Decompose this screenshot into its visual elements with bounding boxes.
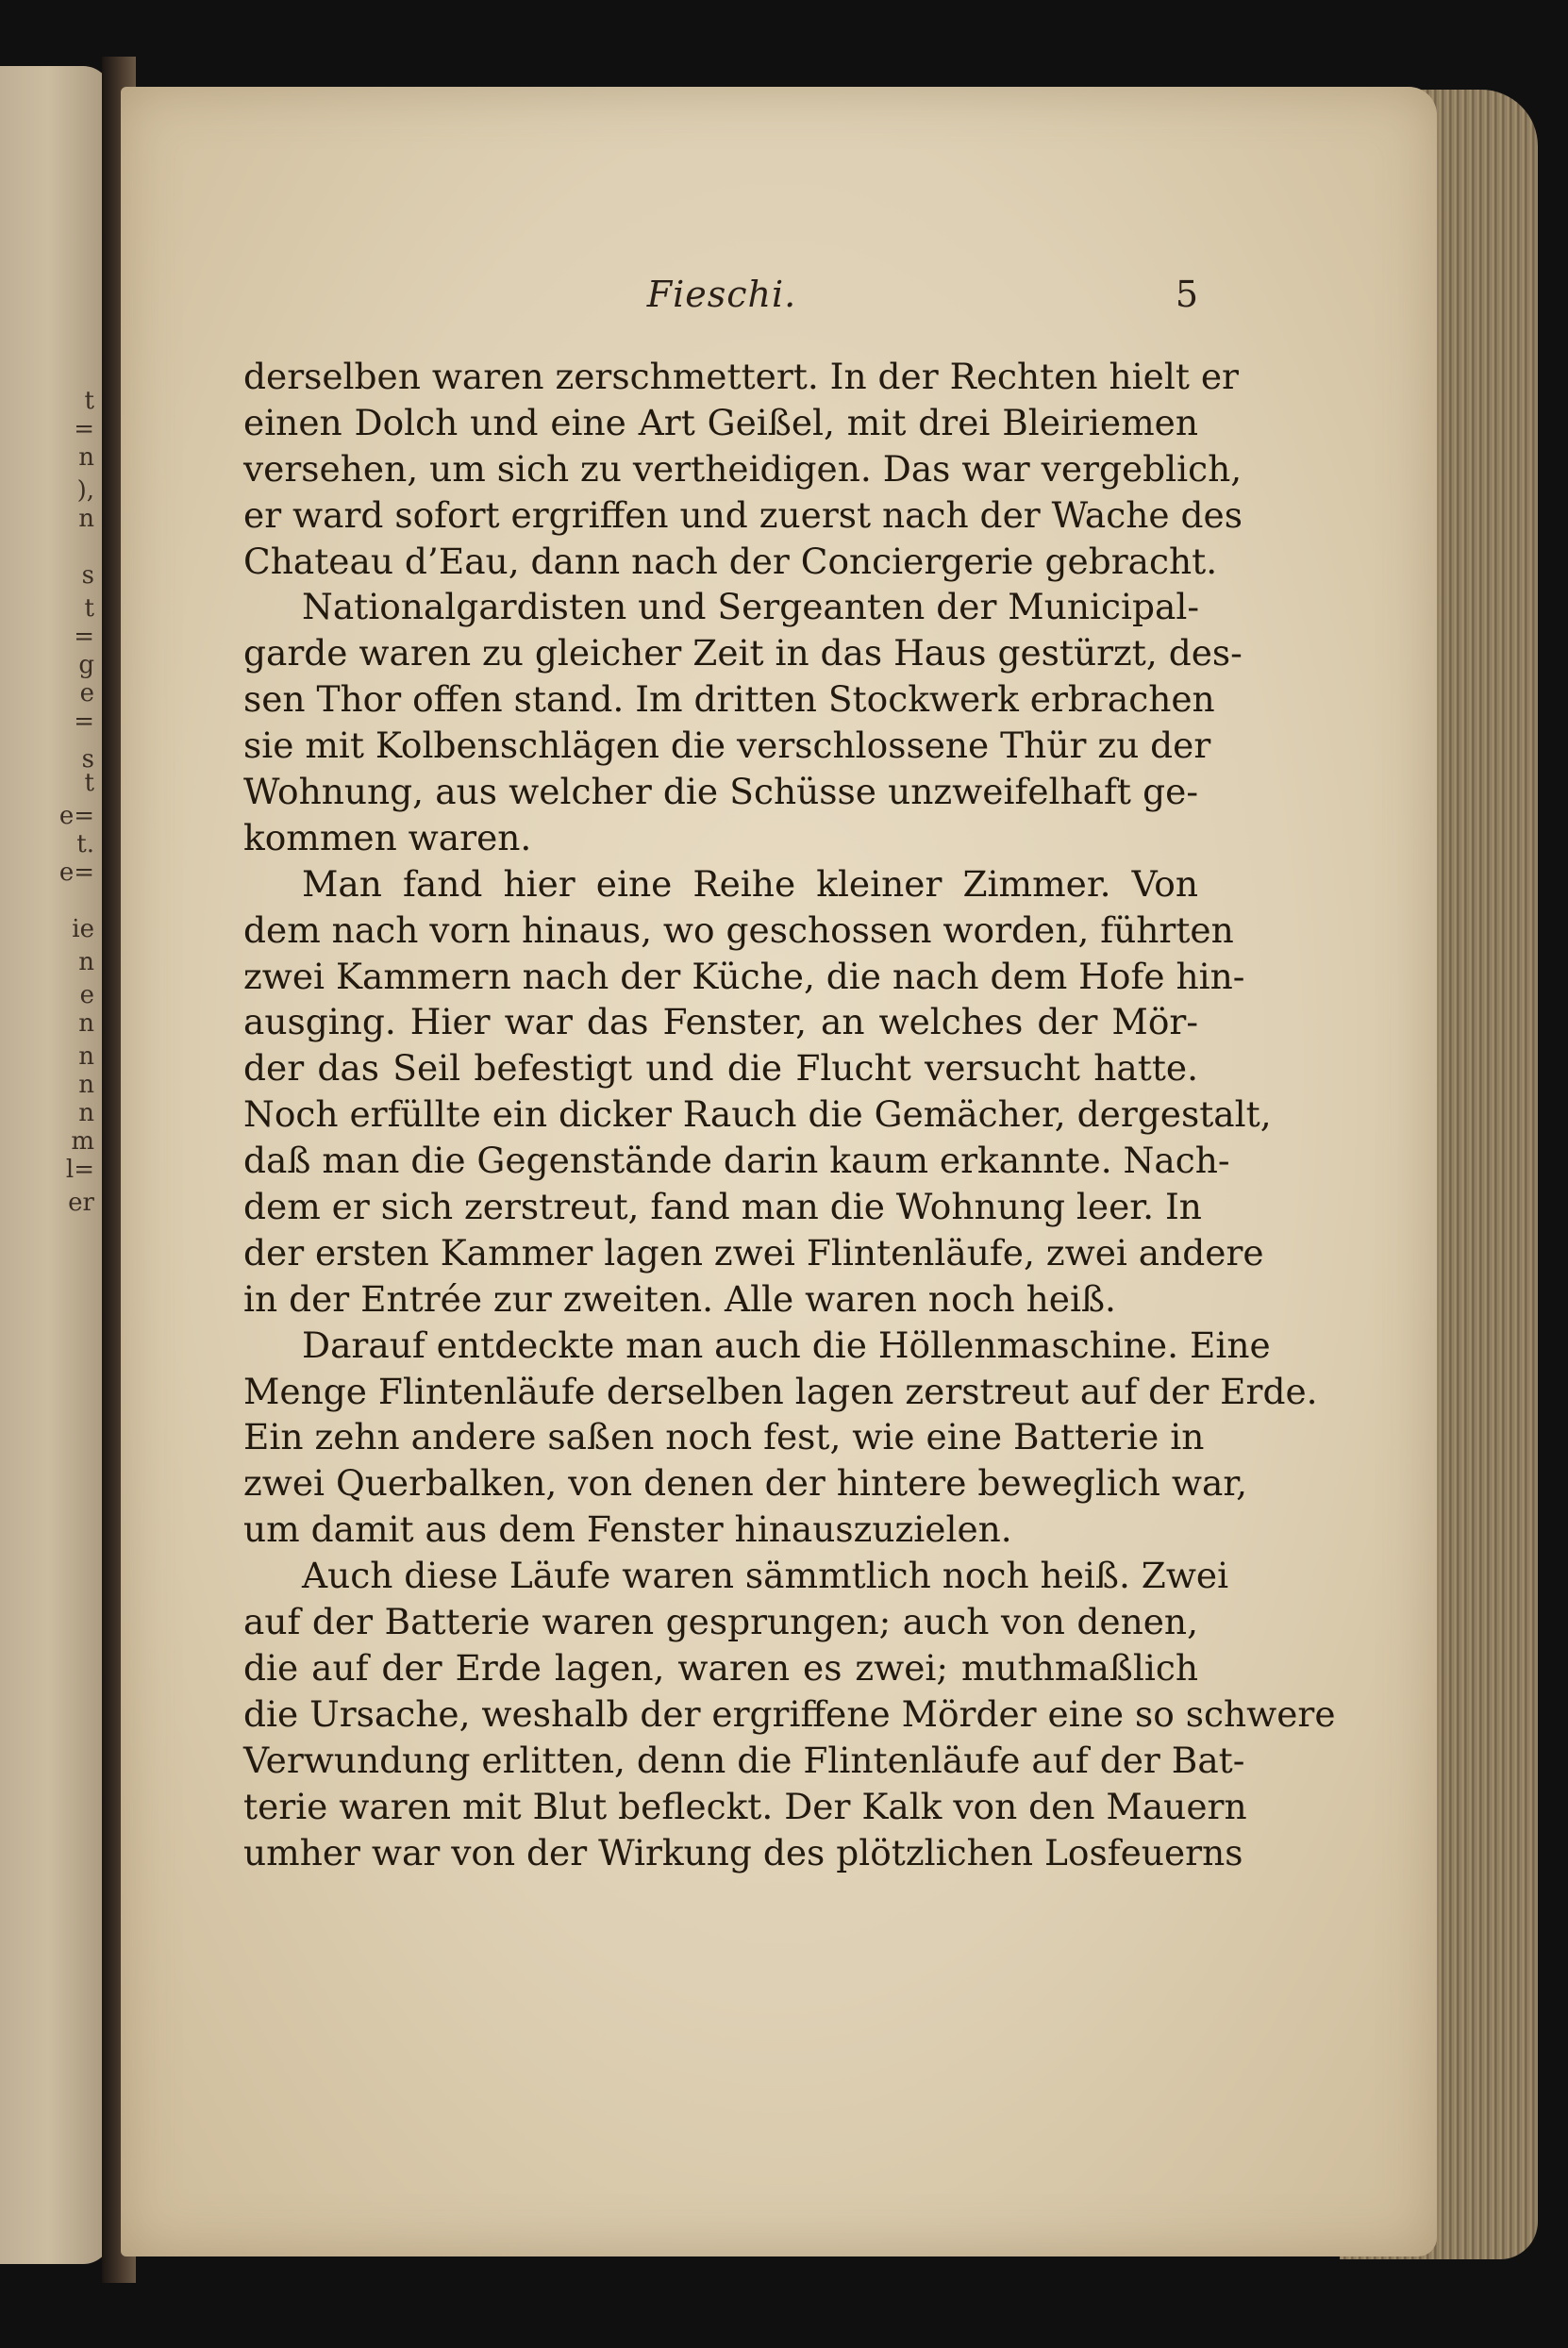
left-page-fragment: n bbox=[78, 1099, 94, 1127]
text-line: Nationalgardisten und Sergeanten der Municipal- bbox=[302, 586, 1200, 628]
left-page-fragment: n bbox=[78, 1042, 94, 1071]
text-line: versehen, um sich zu vertheidigen. Das war vergeblich, bbox=[243, 447, 1243, 490]
page-header bbox=[245, 274, 1198, 330]
left-page-fragment: n bbox=[78, 443, 94, 472]
text-line: einen Dolch und eine Art Geißel, mit drei Bleiriemen bbox=[243, 401, 1198, 443]
left-page-fragment: n bbox=[78, 505, 94, 533]
text-line: ausging. Hier war das Fenster, an welches der Mör- bbox=[243, 1001, 1198, 1043]
left-page-fragment: e= bbox=[58, 802, 94, 830]
text-line: der ersten Kammer lagen zwei Flintenläufe, zwei andere bbox=[243, 1231, 1264, 1274]
left-page-fragment: e bbox=[79, 981, 94, 1009]
left-page-fragment: m bbox=[71, 1127, 94, 1156]
left-page-fragment: = bbox=[74, 623, 94, 651]
text-line: dem er sich zerstreut, fand man die Wohnung leer. In bbox=[243, 1186, 1202, 1228]
text-line: Chateau d’Eau, dann nach der Conciergerie gebracht. bbox=[243, 540, 1218, 582]
text-line: umher war von der Wirkung des plötzlichen Losfeuerns bbox=[243, 1831, 1243, 1873]
text-line: der das Seil befestigt und die Flucht versucht hatte. bbox=[243, 1047, 1198, 1090]
text-line: sie mit Kolbenschlägen die verschlossene Thür zu der bbox=[243, 724, 1211, 767]
left-page-edge bbox=[0, 66, 111, 2264]
body-text bbox=[243, 354, 1336, 1875]
text-line: derselben waren zerschmettert. In der Rechten hielt er bbox=[243, 356, 1239, 397]
text-line: Menge Flintenläufe derselben lagen zerstreut auf der Erde. bbox=[243, 1370, 1318, 1412]
left-page-fragment: g bbox=[78, 651, 94, 679]
left-page-fragment: = bbox=[74, 708, 94, 736]
text-line: terie waren mit Blut befleckt. Der Kalk von den Mauern bbox=[243, 1785, 1247, 1827]
running-head: Fieschi. bbox=[646, 274, 797, 315]
text-line: die auf der Erde lagen, waren es zwei; muthmaßlich bbox=[243, 1646, 1198, 1689]
left-page-fragment: e= bbox=[58, 858, 94, 887]
left-page-fragment: n bbox=[78, 1071, 94, 1099]
text-line: garde waren zu gleicher Zeit in das Haus gestürzt, des- bbox=[243, 632, 1243, 674]
text-line: die Ursache, weshalb der ergriffene Mörder eine so schwere bbox=[243, 1692, 1336, 1735]
left-page-fragment: s bbox=[81, 561, 94, 590]
text-line: sen Thor offen stand. Im dritten Stockwerk erbrachen bbox=[243, 678, 1215, 721]
text-line: auf der Batterie waren gesprungen; auch von denen, bbox=[243, 1601, 1198, 1643]
text-line: dem nach vorn hinaus, wo geschossen worden, führten bbox=[243, 908, 1234, 951]
text-line: zwei Kammern nach der Küche, die nach dem Hofe hin- bbox=[243, 955, 1245, 997]
left-page-fragment: t bbox=[84, 769, 94, 797]
left-page-fragment: ), bbox=[76, 476, 94, 505]
left-page-fragment: e bbox=[79, 679, 94, 708]
page-number: 5 bbox=[1175, 274, 1198, 315]
left-page-fragment: t bbox=[84, 387, 94, 415]
left-page-fragment: t bbox=[84, 594, 94, 623]
left-page-fragment: s bbox=[81, 745, 94, 774]
text-line: Man fand hier eine Reihe kleiner Zimmer. Von bbox=[302, 862, 1198, 905]
text-line: Darauf entdeckte man auch die Höllenmaschine. Eine bbox=[302, 1324, 1271, 1366]
text-line: Auch diese Läufe waren sämmtlich noch heiß. Zwei bbox=[302, 1555, 1229, 1597]
text-line: um damit aus dem Fenster hinauszuzielen. bbox=[243, 1508, 1012, 1551]
text-line: kommen waren. bbox=[243, 816, 532, 858]
text-line: Noch erfüllte ein dicker Rauch die Gemächer, dergestalt, bbox=[243, 1093, 1272, 1136]
text-line: er ward sofort ergriffen und zuerst nach der Wache des bbox=[243, 493, 1243, 536]
text-line: daß man die Gegenstände darin kaum erkannte. Nach- bbox=[243, 1140, 1230, 1182]
left-page-fragment: n bbox=[78, 1009, 94, 1038]
left-page-fragment: er bbox=[68, 1189, 94, 1217]
text-line: in der Entrée zur zweiten. Alle waren noch heiß. bbox=[243, 1277, 1116, 1320]
left-page-fragment: t. bbox=[76, 830, 94, 858]
left-page-fragment: l= bbox=[65, 1156, 94, 1184]
text-line: Ein zehn andere saßen noch fest, wie eine Batterie in bbox=[243, 1416, 1205, 1458]
left-page-fragment: n bbox=[78, 948, 94, 976]
left-page-fragment: ie bbox=[72, 915, 94, 943]
text-line: Wohnung, aus welcher die Schüsse unzweifelhaft ge- bbox=[243, 771, 1198, 813]
left-page-fragment: = bbox=[74, 415, 94, 443]
text-line: Verwundung erlitten, denn die Flintenläufe auf der Bat- bbox=[243, 1739, 1245, 1781]
text-line: zwei Querbalken, von denen der hintere beweglich war, bbox=[243, 1462, 1248, 1505]
